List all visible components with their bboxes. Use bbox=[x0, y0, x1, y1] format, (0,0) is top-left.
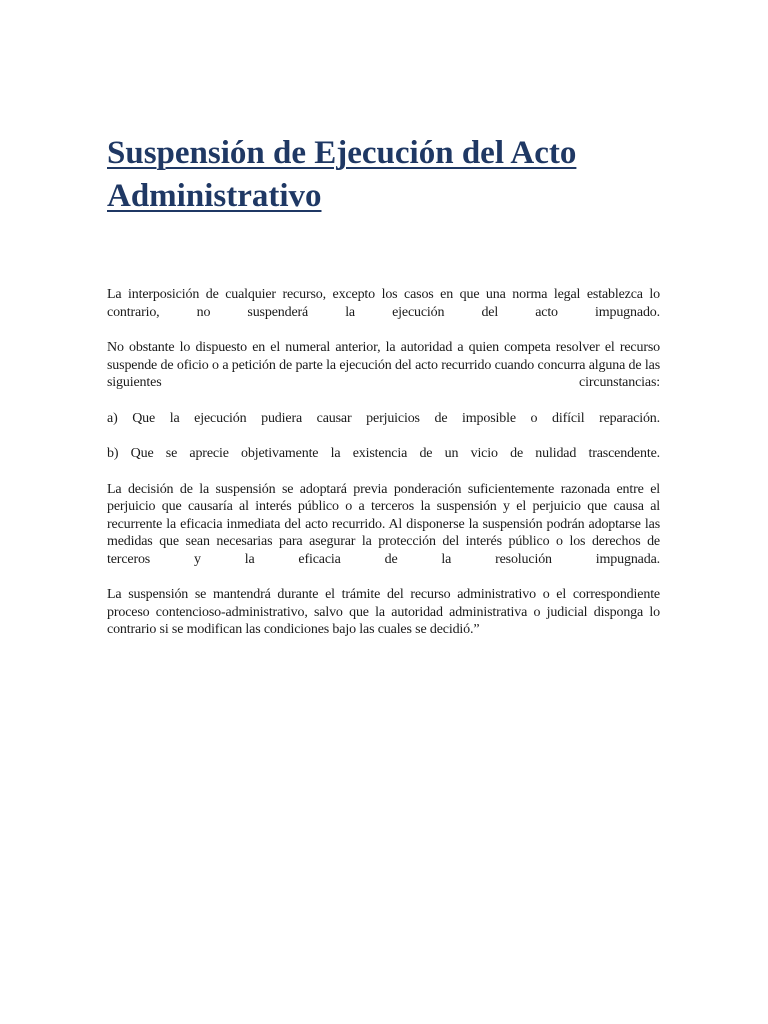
paragraph-decision: La decisión de la suspensión se adoptará previa ponderación suficientemente razonada entre el perjuicio que causaría al interés público o a terceros la suspensión y el perjuicio que causa al recurrente la eficacia inmediata del acto recurrido. Al disponerse la suspensión podrán adoptarse las medidas que sean necesarias para asegurar la protección del interés público o los derechos de terceros y la eficacia de la resolución impugnada. bbox=[107, 481, 660, 567]
document-body bbox=[107, 286, 660, 657]
paragraph-no-obstante: No obstante lo dispuesto en el numeral anterior, la autoridad a quien competa resolver el recurso suspende de oficio o a petición de parte la ejecución del acto recurrido cuando concurra alguna de las siguientes circunstancias: bbox=[107, 340, 660, 390]
paragraph-mantenimiento: La suspensión se mantendrá durante el trámite del recurso administrativo o el correspondiente proceso contencioso-administrativo, salvo que la autoridad administrativa o judicial disponga lo contrario si se modifican las condiciones bajo las cuales se decidió.” bbox=[107, 587, 660, 637]
paragraph-interposicion: La interposición de cualquier recurso, excepto los casos en que una norma legal establezca lo contrario, no suspenderá la ejecución del acto impugnado. bbox=[107, 287, 660, 320]
document-title: Suspensión de Ejecución del Acto Administrativo bbox=[107, 135, 577, 214]
paragraph-item-a: a) Que la ejecución pudiera causar perjuicios de imposible o difícil reparación. bbox=[107, 410, 660, 426]
paragraph-item-b: b) Que se aprecie objetivamente la existencia de un vicio de nulidad trascendente. bbox=[107, 446, 660, 461]
